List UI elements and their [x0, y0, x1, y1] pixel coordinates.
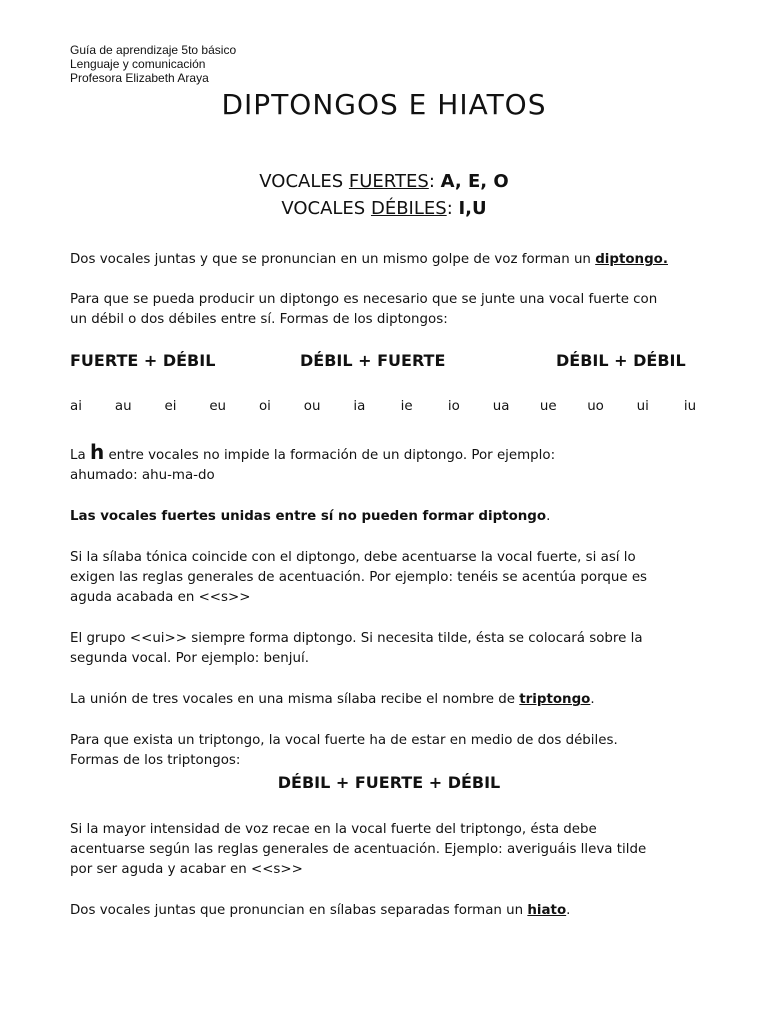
diptongo-pair: ei: [164, 399, 177, 414]
vocales-fuertes-rule-bold: Las vocales fuertes unidas entre sí no pueden formar diptongo: [70, 509, 547, 524]
diptongo-pair: ui: [636, 399, 649, 414]
paragraph-h-rule: [70, 442, 710, 486]
diptongo-definition-text: Dos vocales juntas y que se pronuncian en un mismo golpe de voz forman un: [70, 252, 596, 267]
hiato-term: hiato: [527, 903, 567, 918]
vocales-fuertes-colon: :: [428, 171, 441, 192]
diptongo-pair: ua: [492, 399, 510, 414]
triptongo-formation-line-1: Para que exista un triptongo, la vocal fuerte ha de estar en medio de dos débiles.: [70, 733, 618, 748]
paragraph-diptongo-definition: [70, 250, 710, 270]
h-rule-example: ahumado: ahu-ma-do: [70, 468, 215, 483]
h-rule-post: entre vocales no impide la formación de un diptongo. Por ejemplo:: [104, 448, 556, 463]
diptongo-pair: io: [447, 399, 460, 414]
paragraph-triptongo-acentuacion: [70, 820, 710, 880]
diptongo-pair: oi: [258, 399, 271, 414]
diptongo-pairs-row: [0, 399, 768, 419]
paragraph-triptongo-definition: [70, 690, 710, 710]
vocales-debiles-values: I,U: [458, 198, 487, 219]
vocales-debiles-line: [0, 198, 768, 219]
diptongo-pair: ie: [400, 399, 413, 414]
vocales-fuertes-prefix: VOCALES: [259, 171, 349, 192]
vocales-debiles-colon: :: [446, 198, 459, 219]
silaba-tonica-line-1: Si la sílaba tónica coincide con el diptongo, debe acentuarse la vocal fuerte, si así lo: [70, 550, 636, 565]
triptongo-acentuacion-line-1: Si la mayor intensidad de voz recae en la vocal fuerte del triptongo, ésta debe: [70, 822, 597, 837]
diptongo-pair: ai: [70, 399, 82, 414]
paragraph-triptongo-formation: [70, 731, 710, 771]
triptongo-term: triptongo: [519, 692, 591, 707]
triptongo-acentuacion-line-3: por ser aguda y acabar en <<s>>: [70, 862, 303, 877]
silaba-tonica-line-2: exigen las reglas generales de acentuación. Por ejemplo: tenéis se acentúa porque es: [70, 570, 648, 585]
grupo-ui-line-1: El grupo <<ui>> siempre forma diptongo. Si necesita tilde, ésta se colocará sobre la: [70, 631, 643, 646]
forma-triptongo: DÉBIL + FUERTE + DÉBIL: [277, 773, 501, 792]
triptongo-formation-line-2: Formas de los triptongos:: [70, 753, 241, 768]
triptongo-definition-text: La unión de tres vocales en una misma sílaba recibe el nombre de: [70, 692, 520, 707]
page-title: DIPTONGOS E HIATOS: [221, 88, 547, 121]
header-course: Guía de aprendizaje 5to básico: [70, 43, 237, 57]
vocales-fuertes-line: [0, 171, 768, 192]
diptongo-pair: au: [114, 399, 132, 414]
vocales-fuertes-rule-end: .: [546, 509, 551, 524]
document-header: [70, 43, 236, 85]
formation-line-1: Para que se pueda producir un diptongo es necesario que se junte una vocal fuerte con: [70, 292, 658, 307]
diptongo-pair: ia: [353, 399, 366, 414]
vocales-debiles-word: DÉBILES: [370, 198, 447, 219]
header-teacher: Profesora Elizabeth Araya: [70, 71, 209, 85]
paragraph-silaba-tonica: [70, 548, 710, 608]
paragraph-hiato-definition: [70, 901, 710, 921]
triptongo-acentuacion-line-2: acentuarse según las reglas generales de acentuación. Ejemplo: averiguáis lleva tilde: [70, 842, 647, 857]
forma-fuerte-debil: FUERTE + DÉBIL: [70, 351, 216, 370]
vocales-fuertes-word: FUERTES: [348, 171, 429, 192]
hiato-definition-text: Dos vocales juntas que pronuncian en sílabas separadas forman un: [70, 903, 528, 918]
diptongo-term: diptongo.: [595, 252, 668, 267]
vocales-debiles-prefix: VOCALES: [281, 198, 371, 219]
diptongo-pair: iu: [683, 399, 697, 414]
diptongo-pair: ue: [539, 399, 557, 414]
paragraph-vocales-fuertes-rule: [70, 507, 710, 527]
paragraph-grupo-ui: [70, 629, 710, 669]
vocales-fuertes-values: A, E, O: [440, 171, 509, 192]
diptongo-pair: ou: [303, 399, 321, 414]
triptongo-definition-end: .: [590, 692, 595, 707]
grupo-ui-line-2: segunda vocal. Por ejemplo: benjuí.: [70, 651, 309, 666]
header-subject: Lenguaje y comunicación: [70, 57, 206, 71]
h-rule-pre: La: [70, 448, 90, 463]
silaba-tonica-line-3: aguda acabada en <<s>>: [70, 590, 251, 605]
forma-debil-debil: DÉBIL + DÉBIL: [556, 351, 686, 370]
formation-line-2: un débil o dos débiles entre sí. Formas de los diptongos:: [70, 312, 448, 327]
diptongo-pair: uo: [587, 399, 604, 414]
h-letter: h: [89, 440, 105, 464]
diptongo-pair: eu: [209, 399, 227, 414]
hiato-definition-end: .: [566, 903, 571, 918]
forma-debil-fuerte: DÉBIL + FUERTE: [300, 351, 446, 370]
paragraph-diptongo-formation: [70, 290, 710, 330]
